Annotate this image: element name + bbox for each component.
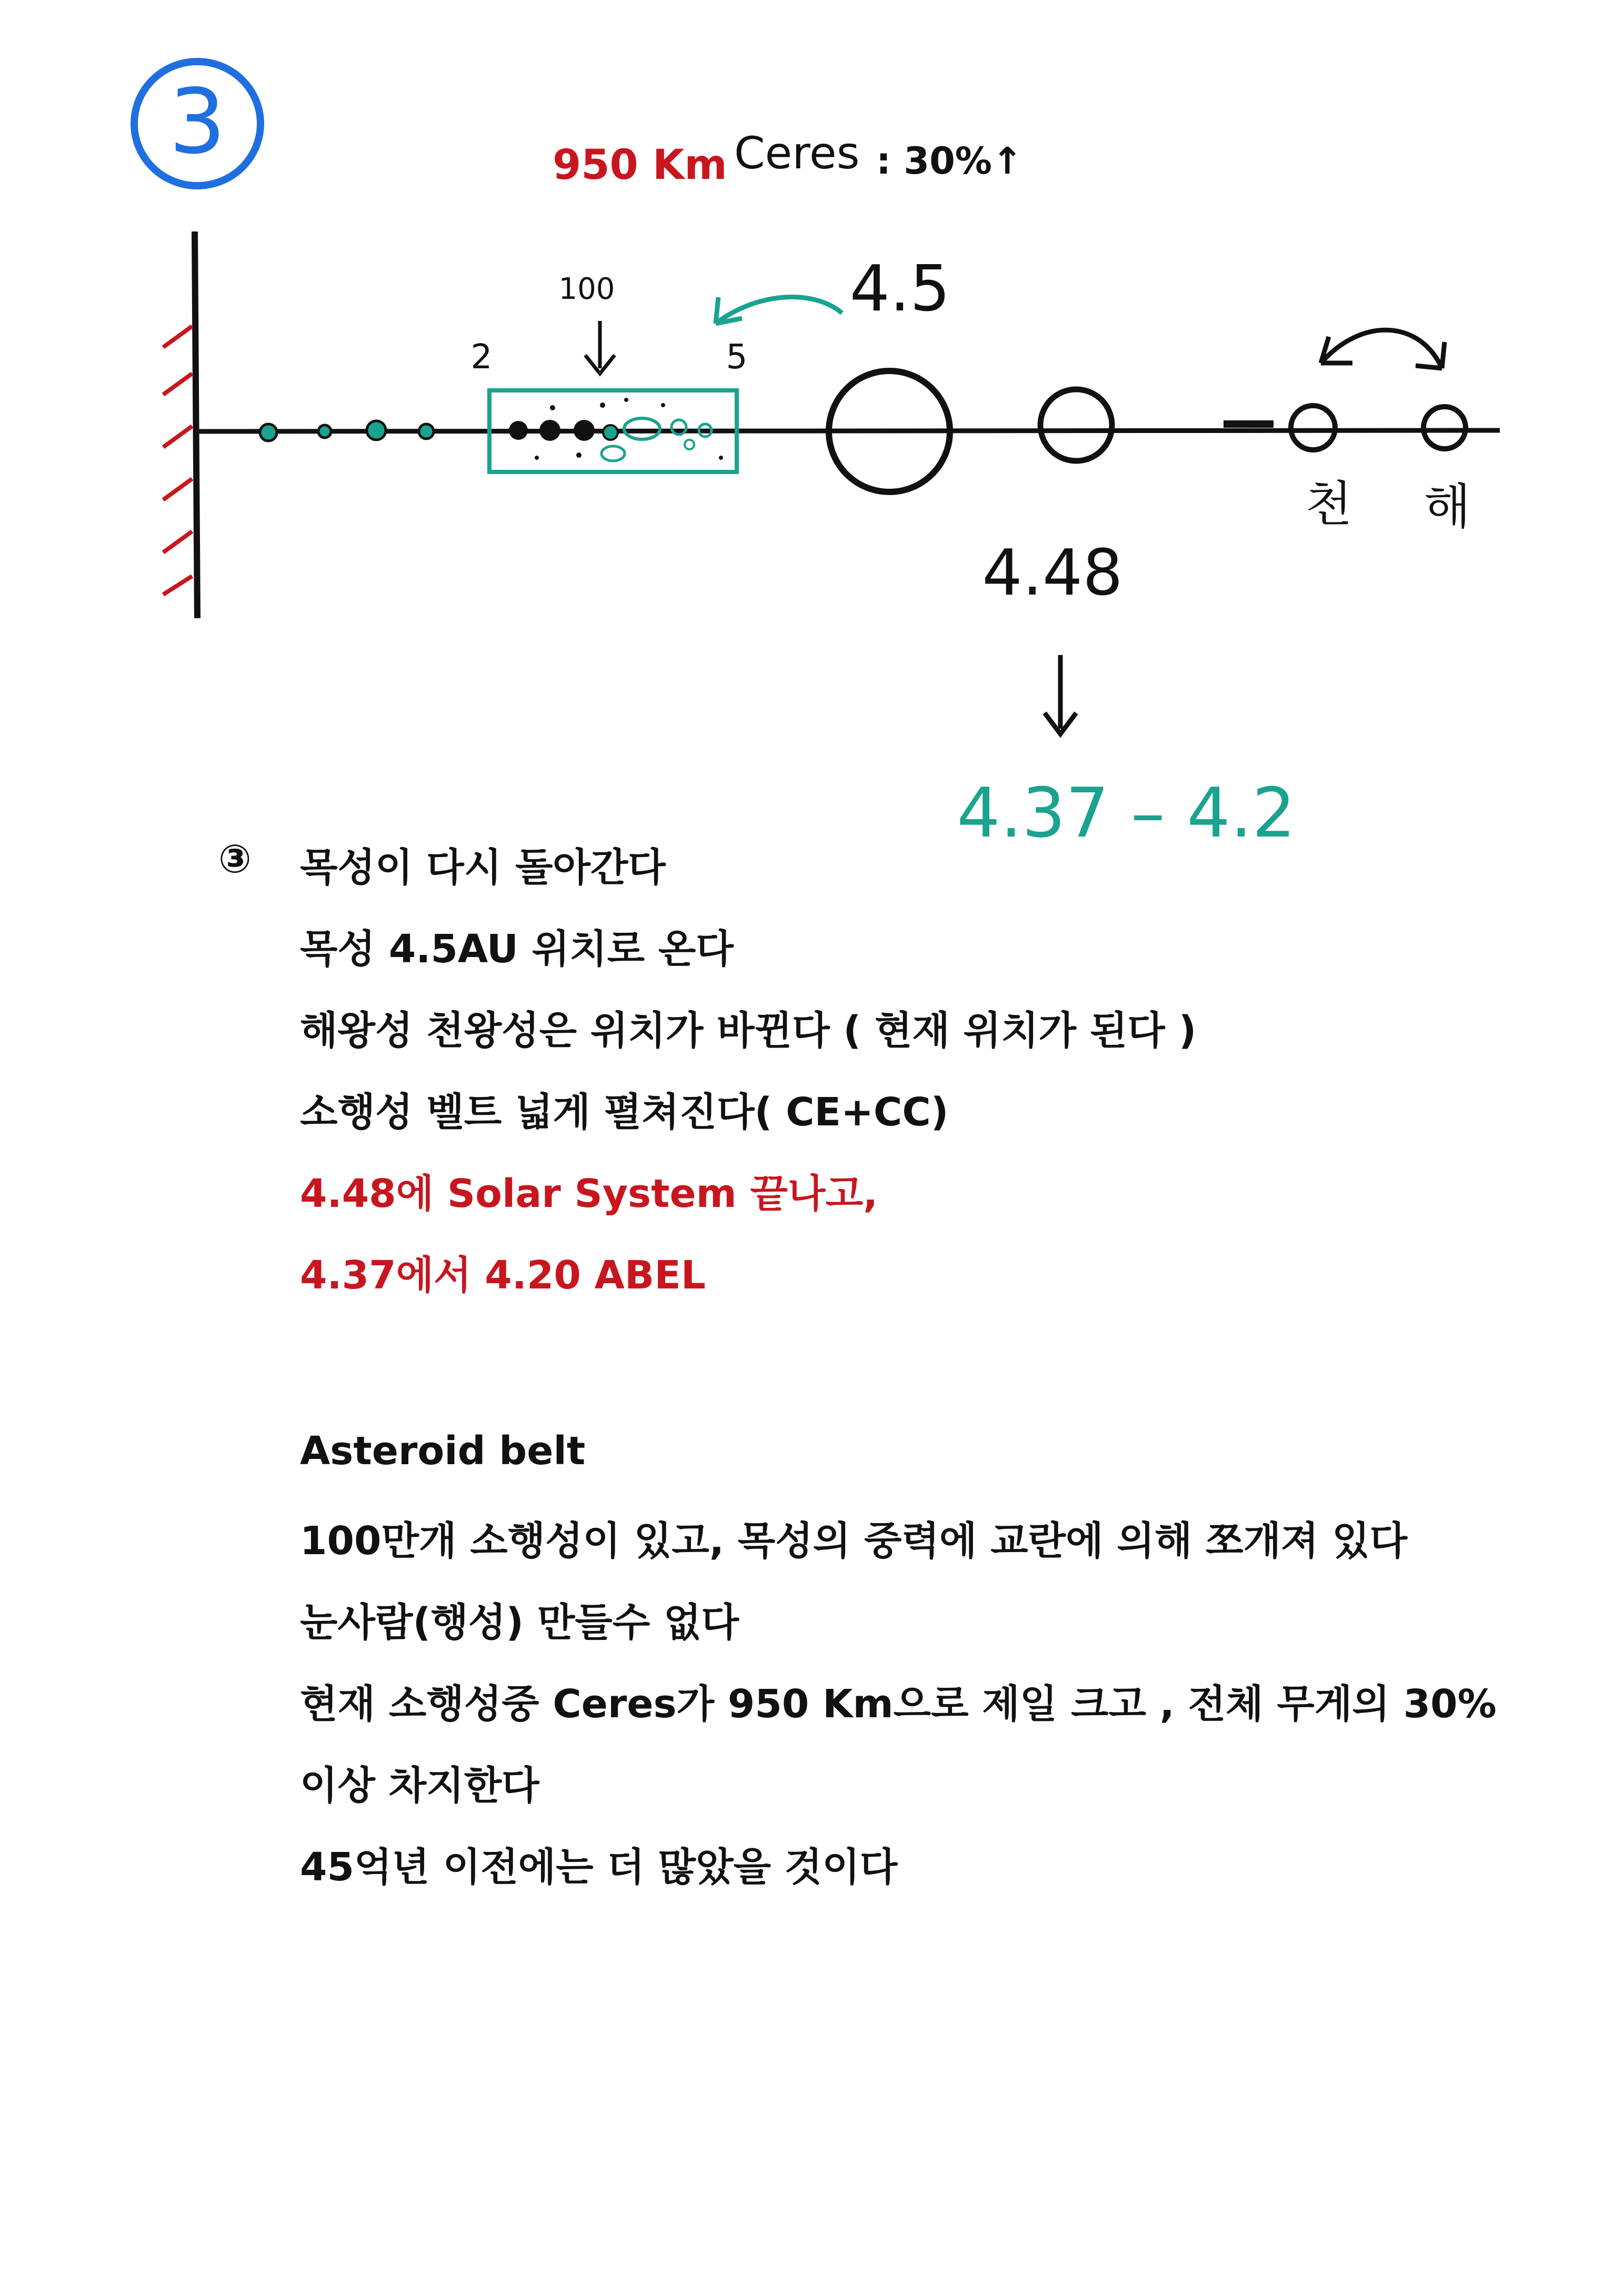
end-value-label: 4.48: [982, 537, 1123, 610]
note-line: 소행성 벨트 넓게 펼쳐진다( CE+CC): [300, 1090, 949, 1135]
ceres-label: Ceres: [734, 127, 860, 179]
uranus: [1291, 406, 1335, 450]
saturn: [1040, 389, 1112, 461]
size-label: 950 Km: [553, 142, 727, 189]
inner-boundary-wall: [163, 231, 197, 618]
neptune-label: 해: [1423, 479, 1471, 535]
note-line-highlight: 4.48에 Solar System 끝나고,: [300, 1171, 878, 1216]
note-line-highlight: 4.37에서 4.20 ABEL: [300, 1253, 706, 1298]
belt-start-label: 2: [470, 338, 493, 377]
neptune: [1423, 407, 1466, 449]
value-down-arrow: [1045, 655, 1076, 734]
belt-down-arrow: [585, 321, 615, 374]
note-line: 눈사람(행성) 만들수 없다: [300, 1600, 739, 1645]
note-line: 목성이 다시 돌아간다: [300, 845, 666, 890]
note-line: 100만개 소행성이 있고, 목성의 중력에 교란에 의해 쪼개져 있다: [300, 1518, 1408, 1564]
abel-value-label: 4.37 – 4.2: [957, 773, 1296, 853]
note-line: 현재 소행성중 Ceres가 950 Km으로 제일 크고 , 전체 무게의 30%: [300, 1681, 1497, 1727]
section-heading: Asteroid belt: [300, 1428, 586, 1474]
uranus-label: 천: [1305, 476, 1352, 532]
belt-count-label: 100: [558, 272, 615, 306]
note-line: 목성 4.5AU 위치로 온다: [300, 927, 734, 972]
circled-number-text: 3: [168, 70, 226, 174]
asteroid-belt-box: [489, 390, 737, 472]
jupiter-position-label: 4.5: [849, 253, 950, 326]
note-line: 이상 차지한다: [300, 1763, 539, 1808]
belt-end-label: 5: [726, 338, 748, 377]
note-line: 45억년 이전에는 더 많았을 것이다: [300, 1845, 898, 1890]
note-line: 해왕성 천왕성은 위치가 바뀐다 ( 현재 위치가 된다 ): [300, 1008, 1197, 1053]
notes-marker: ③: [218, 837, 252, 882]
orbit-line: [197, 430, 1500, 431]
circled-number: [134, 62, 260, 186]
ceres-percent: : 30%↑: [876, 139, 1023, 183]
solar-system-diagram: [0, 0, 1624, 863]
